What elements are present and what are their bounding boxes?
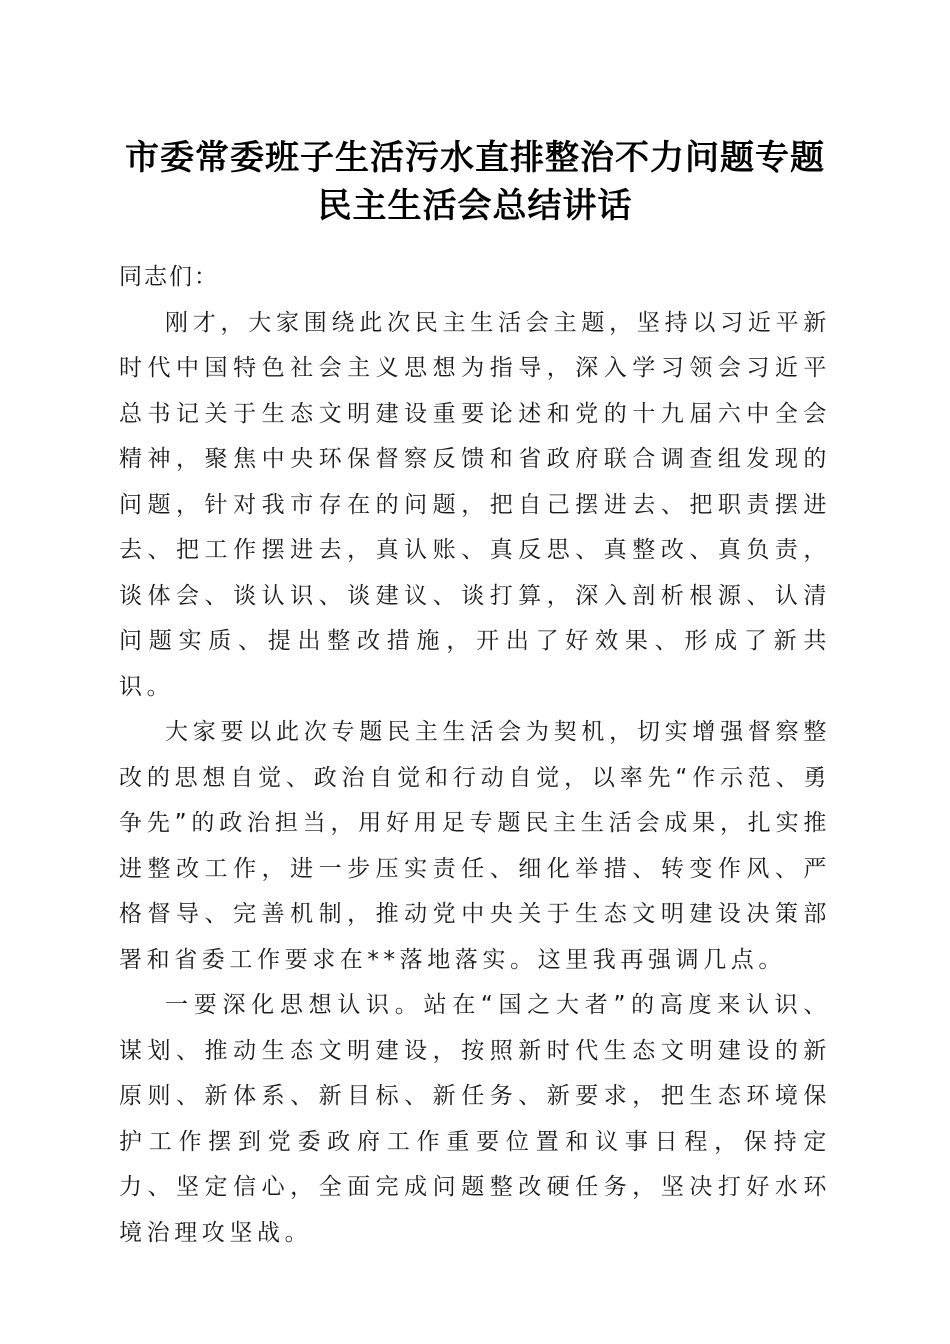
paragraph-2: 大家要以此次专题民主生活会为契机，切实增强督察整改的思想自觉、政治自觉和行动自觉，以率先“作示范、勇争先”的政治担当，用好用足专题民主生活会成果，扎实推进整改工作，进一步压实责任、细化举措、转变作风、严格督导、完善机制，推动党中央关于生态文明建设决策部署和省委工作要求在**落地落实。这里我再强调几点。 bbox=[119, 719, 831, 973]
document-body bbox=[119, 255, 831, 1256]
salutation: 同志们： bbox=[119, 264, 219, 290]
title-line-1: 市委常委班子生活污水直排整治不力问题专题 bbox=[125, 138, 825, 178]
paragraph-3: 一要深化思想认识。站在“国之大者”的高度来认识、谋划、推动生态文明建设，按照新时代生态文明建设的新原则、新体系、新目标、新任务、新要求，把生态环境保护工作摆到党委政府工作重要位置和议事日程，保持定力、坚定信心，全面完成问题整改硬任务，坚决打好水环境治理攻坚战。 bbox=[119, 992, 831, 1246]
title-line-2: 民主生活会总结讲话 bbox=[317, 186, 633, 226]
document-title bbox=[60, 134, 890, 230]
paragraph-1: 刚才，大家围绕此次民主生活会主题，坚持以习近平新时代中国特色社会主义思想为指导，深入学习领会习近平总书记关于生态文明建设重要论述和党的十九届六中全会精神，聚焦中央环保督察反馈和省政府联合调查组发现的问题，针对我市存在的问题，把自己摆进去、把职责摆进去、把工作摆进去，真认账、真反思、真整改、真负责，谈体会、谈认识、谈建议、谈打算，深入剖析根源、认清问题实质、提出整改措施，开出了好效果、形成了新共识。 bbox=[119, 309, 831, 700]
